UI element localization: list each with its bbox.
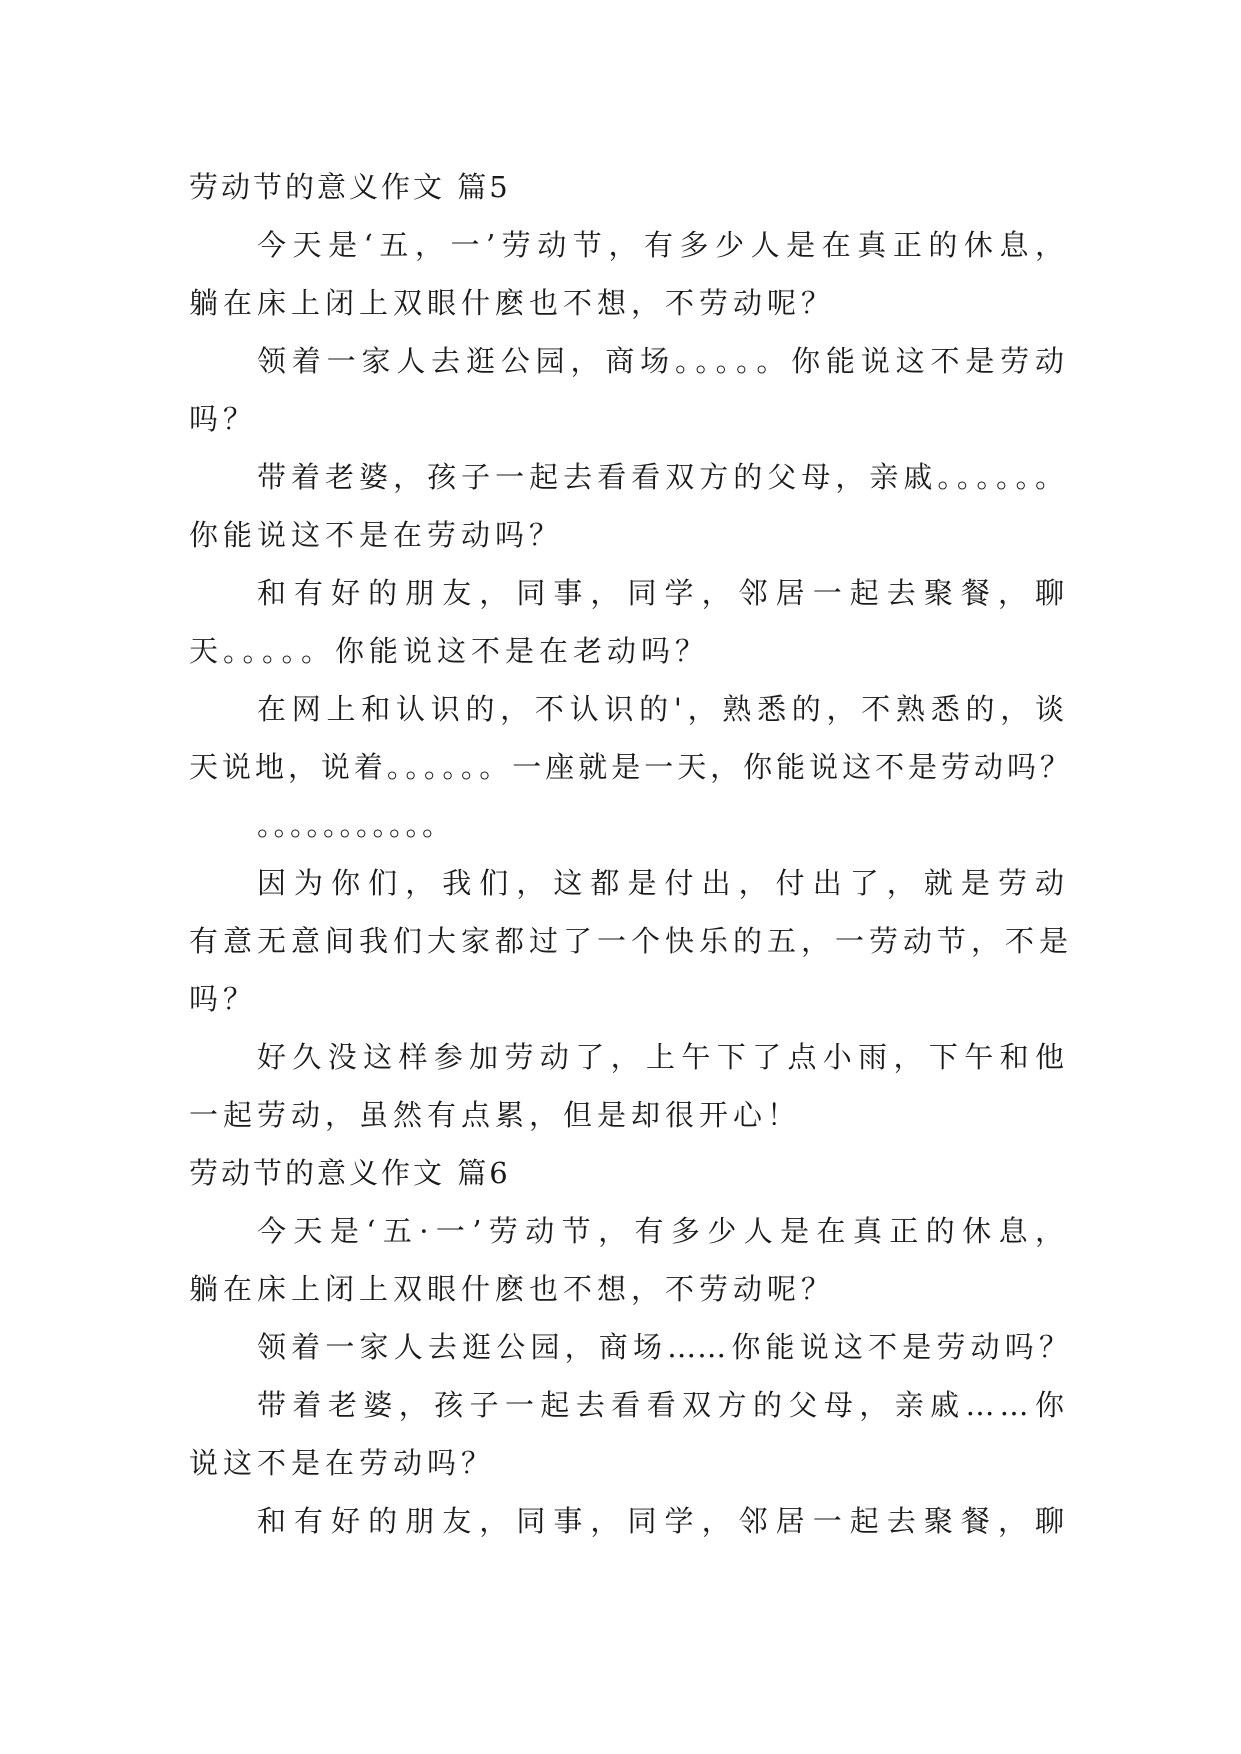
paragraph-line: 领着一家人去逛公园，商场。。。。。你能说这不是劳动 [257,344,1069,378]
paragraph-line: 领着一家人去逛公园，商场……你能说这不是劳动吗？ [257,1330,1069,1364]
paragraph-line: 在网上和认识的，不认识的'，熟悉的，不熟悉的，谈 [257,692,1069,726]
paragraph-line: 躺在床上闭上双眼什麽也不想，不劳动呢？ [189,286,836,320]
paragraph-line: 。。。。。。。。。。。 [257,808,454,842]
paragraph-line: 说这不是在劳动吗？ [189,1446,496,1480]
section-heading: 劳动节的意义作文 篇5 [189,170,511,204]
paragraph-line: 吗？ [189,402,258,436]
paragraph-line: 天说地，说着。。。。。。一座就是一天，你能说这不是劳动吗？ [189,750,1069,784]
article-body [189,158,1069,1550]
paragraph-line: 和有好的朋友，同事，同学，邻居一起去聚餐，聊 [257,1504,1069,1538]
paragraph-line: 因为你们，我们，这都是付出，付出了，就是劳动 [257,866,1069,900]
paragraph-line: 有意无意间我们大家都过了一个快乐的五，一劳动节，不是 [189,924,1069,958]
paragraph-line: 今天是‘五·一’劳动节，有多少人是在真正的休息， [257,1214,1069,1248]
paragraph-line: 吗？ [189,982,258,1016]
paragraph-line: 今天是‘五，一’劳动节，有多少人是在真正的休息， [257,228,1069,262]
paragraph-line: 带着老婆，孩子一起去看看双方的父母，亲戚。。。。。。 [257,460,1069,494]
paragraph-line: 躺在床上闭上双眼什麽也不想，不劳动呢？ [189,1272,836,1306]
paragraph-line: 和有好的朋友，同事，同学，邻居一起去聚餐，聊 [257,576,1069,610]
paragraph-line: 一起劳动，虽然有点累，但是却很开心！ [189,1098,802,1132]
paragraph-line: 天。。。。。你能说这不是在老动吗？ [189,634,710,668]
paragraph-line: 你能说这不是在劳动吗？ [189,518,564,552]
paragraph-line: 好久没这样参加劳动了，上午下了点小雨，下午和他 [257,1040,1069,1074]
section-heading: 劳动节的意义作文 篇6 [189,1156,511,1190]
paragraph-line: 带着老婆，孩子一起去看看双方的父母，亲戚……你 [257,1388,1069,1422]
